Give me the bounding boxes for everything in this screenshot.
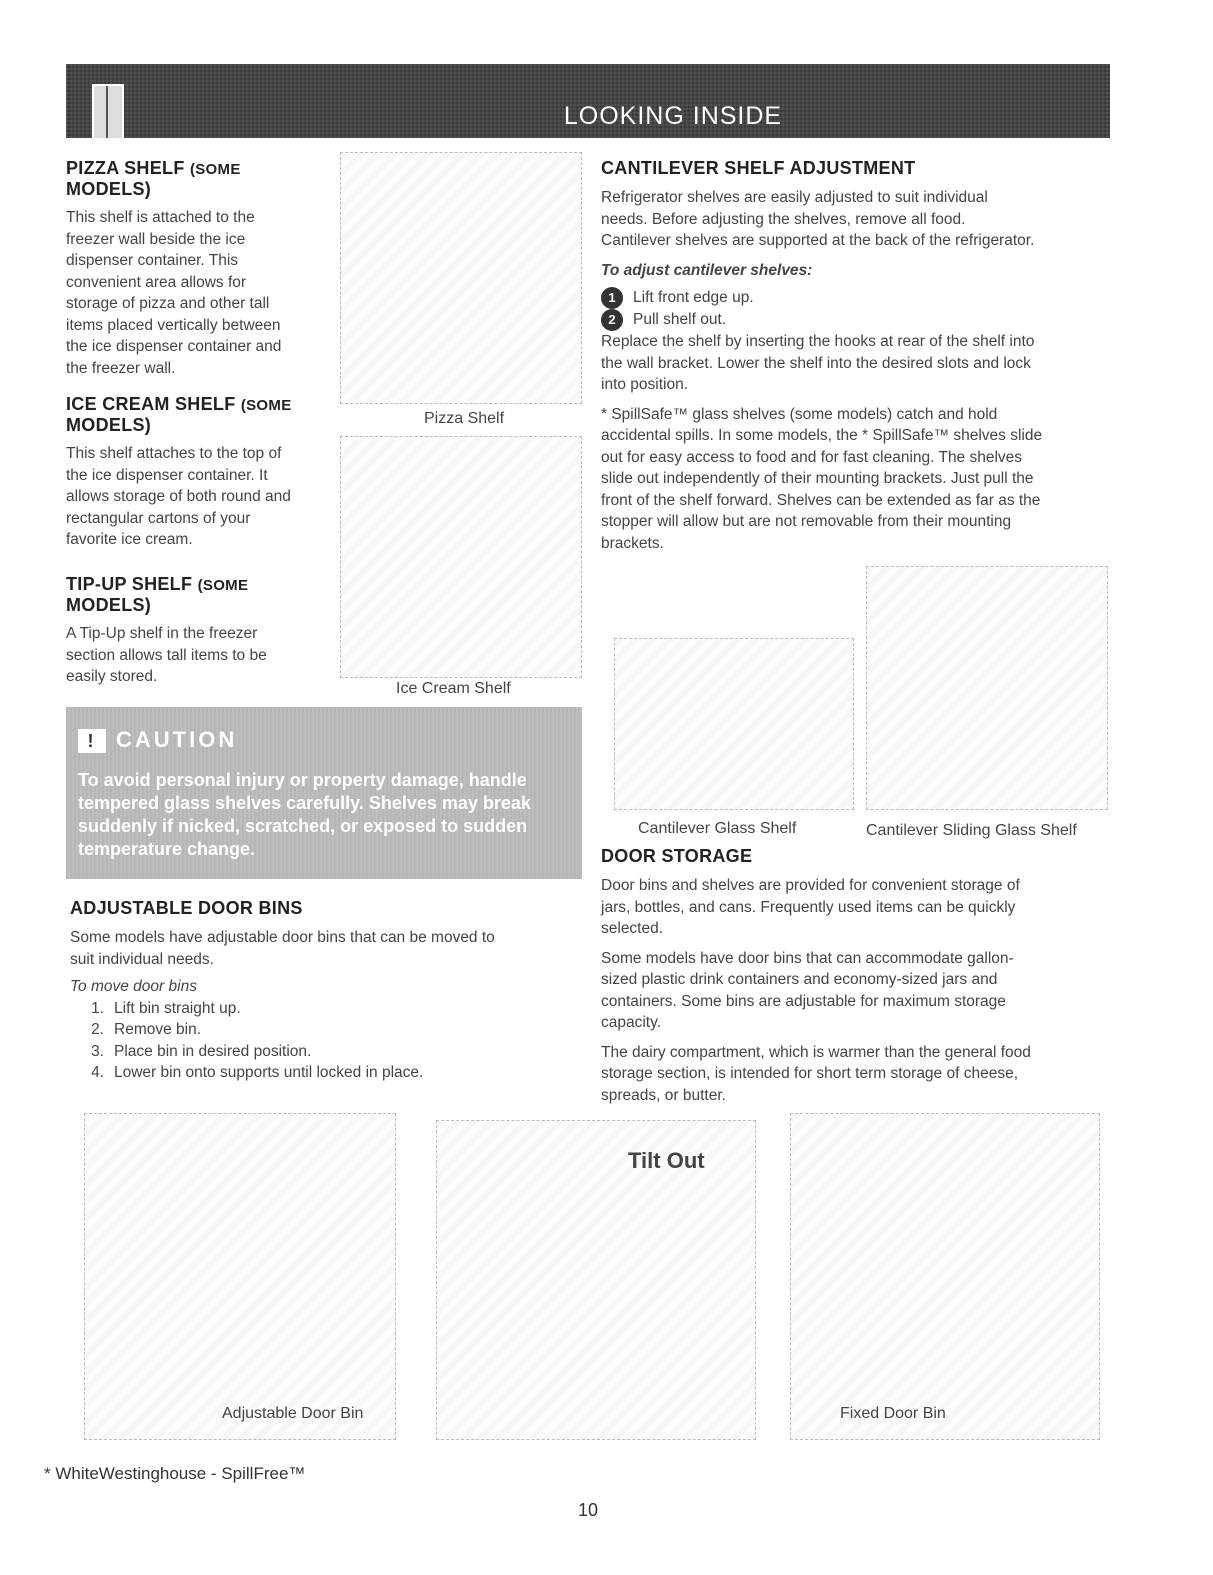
icecream-shelf-illustration: [340, 436, 582, 678]
cantilever-body: [601, 187, 1121, 252]
cantilever-body3: [601, 404, 1121, 555]
caution-title: ! CAUTION: [78, 727, 237, 753]
text-line: needs. Before adjusting the shelves, remove all food.: [601, 210, 966, 228]
text-line: the wall bracket. Lower the shelf into the desired slots and lock: [601, 354, 1031, 372]
text-line: section allows tall items to be: [66, 646, 267, 664]
text-line: freezer wall beside the ice: [66, 230, 246, 248]
text-line: front of the shelf forward. Shelves can be extended as far as the: [601, 491, 1041, 509]
step-item: [601, 309, 1121, 331]
door-storage-p1: [601, 875, 1121, 940]
icecream-shelf-caption: Ice Cream Shelf: [396, 680, 511, 697]
cantilever-sliding-shelf-illustration: [866, 566, 1108, 810]
text-line: the ice dispenser container. It: [66, 466, 268, 484]
text-line: allows storage of both round and: [66, 488, 291, 505]
door-storage-p2: [601, 948, 1121, 1034]
pizza-heading: PIZZA SHELF (SOME: [66, 158, 241, 178]
text-line: the ice dispenser container and: [66, 338, 282, 355]
pizza-heading-line2: MODELS): [66, 179, 152, 199]
text-line: brackets.: [601, 534, 664, 552]
cantilever-glass-caption: Cantilever Glass Shelf: [638, 820, 797, 837]
text-line: the freezer wall.: [66, 359, 176, 377]
text-line: into position.: [601, 376, 689, 393]
fixed-door-bin-illustration: [790, 1113, 1100, 1440]
text-line: dispenser container. This: [66, 252, 239, 269]
step-item: [601, 287, 1121, 309]
pizza-shelf-caption: Pizza Shelf: [424, 410, 505, 427]
door-bins-body: [70, 927, 590, 970]
header-banner: [66, 64, 1110, 138]
text-line: This shelf is attached to the: [66, 209, 255, 226]
step-text: Pull shelf out.: [633, 311, 727, 328]
text-line: favorite ice cream.: [66, 531, 193, 548]
door-bins-section: [70, 898, 590, 1084]
step-text: Place bin in desired position.: [114, 1042, 312, 1060]
step-number-badge: 2: [601, 309, 623, 331]
icecream-heading-line2: MODELS): [66, 415, 152, 435]
step-item: [70, 1019, 590, 1041]
text-line: sized plastic drink containers and economy-sized jars and: [601, 971, 998, 988]
pizza-shelf-section: [66, 158, 336, 379]
icecream-heading: ICE CREAM SHELF (SOME: [66, 394, 292, 414]
text-line: items placed vertically between: [66, 316, 281, 334]
text-line: Some models have door bins that can accommodate gallon-: [601, 949, 1014, 967]
text-line: rectangular cartons of your: [66, 509, 251, 527]
pizza-shelf-illustration: [340, 152, 582, 404]
text-line: This shelf attaches to the top of: [66, 445, 282, 462]
text-line: stopper will allow but are not removable from their mounting: [601, 513, 1012, 530]
cantilever-sliding-caption: Cantilever Sliding Glass Shelf: [866, 822, 1077, 839]
text-line: temperature change.: [78, 839, 256, 859]
text-line: Cantilever shelves are supported at the back of the refrigerator.: [601, 232, 1035, 249]
cantilever-steps: [601, 287, 1121, 331]
text-line: accidental spills. In some models, the * SpillSafe™ shelves slide: [601, 427, 1043, 444]
caution-box: [66, 707, 582, 879]
door-storage-section: [601, 846, 1121, 1106]
pizza-body: [66, 207, 336, 379]
cantilever-subhead: To adjust cantilever shelves:: [601, 261, 813, 279]
tilt-out-bin-illustration: [436, 1120, 756, 1440]
cantilever-section: [601, 158, 1121, 554]
text-line: easily stored.: [66, 668, 158, 685]
step-text: Lift bin straight up.: [114, 999, 241, 1017]
tipup-heading-line2: MODELS): [66, 595, 152, 615]
text-line: A Tip-Up shelf in the freezer: [66, 625, 258, 642]
caution-text: [78, 769, 568, 861]
step-text: Lower bin onto supports until locked in place.: [114, 1064, 424, 1081]
text-line: The dairy compartment, which is warmer than the general food: [601, 1043, 1031, 1061]
text-line: Refrigerator shelves are easily adjusted to suit individual: [601, 189, 988, 206]
text-line: To avoid personal injury or property damage, handle: [78, 770, 527, 790]
step-number-badge: 1: [601, 287, 623, 309]
fixed-door-bin-caption: Fixed Door Bin: [840, 1405, 946, 1422]
text-line: spreads, or butter.: [601, 1086, 726, 1104]
cantilever-body2: [601, 331, 1121, 396]
text-line: convenient area allows for: [66, 273, 247, 291]
text-line: capacity.: [601, 1014, 662, 1031]
door-bins-subhead: To move door bins: [70, 978, 197, 995]
warning-icon: !: [78, 729, 106, 753]
page-number: 10: [578, 1500, 599, 1520]
text-line: out for easy access to food and for fast cleaning. The shelves: [601, 448, 1023, 466]
step-item: [70, 998, 590, 1020]
adjustable-door-bin-illustration: [84, 1113, 396, 1440]
tipup-heading: TIP-UP SHELF (SOME: [66, 574, 249, 594]
icecream-body: [66, 443, 342, 551]
step-item: [70, 1062, 590, 1084]
step-number: 4.: [91, 1064, 104, 1081]
page-title: LOOKING INSIDE: [563, 102, 783, 130]
door-bins-heading: ADJUSTABLE DOOR BINS: [70, 898, 303, 918]
step-number: 2.: [91, 1021, 104, 1038]
text-line: Some models have adjustable door bins that can be moved to: [70, 929, 495, 946]
text-line: storage section, is intended for short term storage of cheese,: [601, 1065, 1019, 1082]
adjustable-door-bin-caption: Adjustable Door Bin: [222, 1405, 364, 1422]
footnote: * WhiteWestinghouse - SpillFree™: [44, 1464, 306, 1483]
text-line: tempered glass shelves carefully. Shelves may break: [78, 793, 531, 813]
text-line: containers. Some bins are adjustable for maximum storage: [601, 992, 1006, 1010]
tipup-shelf-section: [66, 574, 336, 688]
text-line: Door bins and shelves are provided for convenient storage of: [601, 877, 1020, 894]
cantilever-glass-shelf-illustration: [614, 638, 854, 810]
tipup-body: [66, 623, 336, 688]
door-storage-p3: [601, 1042, 1121, 1107]
text-line: selected.: [601, 920, 664, 937]
text-line: * SpillSafe™ glass shelves (some models) catch and hold: [601, 405, 998, 423]
text-line: Replace the shelf by inserting the hooks at rear of the shelf into: [601, 333, 1035, 350]
text-line: jars, bottles, and cans. Frequently used items can be quickly: [601, 898, 1016, 916]
door-storage-heading: DOOR STORAGE: [601, 846, 753, 866]
icecream-shelf-section: [66, 394, 342, 551]
tilt-out-label: Tilt Out: [628, 1148, 705, 1173]
door-bins-steps: [70, 998, 590, 1084]
step-item: [70, 1041, 590, 1063]
step-number: 1.: [91, 999, 104, 1017]
step-number: 3.: [91, 1042, 104, 1060]
step-text: Lift front edge up.: [633, 289, 754, 306]
text-line: storage of pizza and other tall: [66, 295, 270, 312]
text-line: suit individual needs.: [70, 950, 214, 968]
cantilever-heading: CANTILEVER SHELF ADJUSTMENT: [601, 158, 916, 178]
text-line: suddenly if nicked, scratched, or exposed to sudden: [78, 816, 528, 836]
step-text: Remove bin.: [114, 1021, 202, 1038]
text-line: slide out independently of their mounting brackets. Just pull the: [601, 470, 1034, 487]
